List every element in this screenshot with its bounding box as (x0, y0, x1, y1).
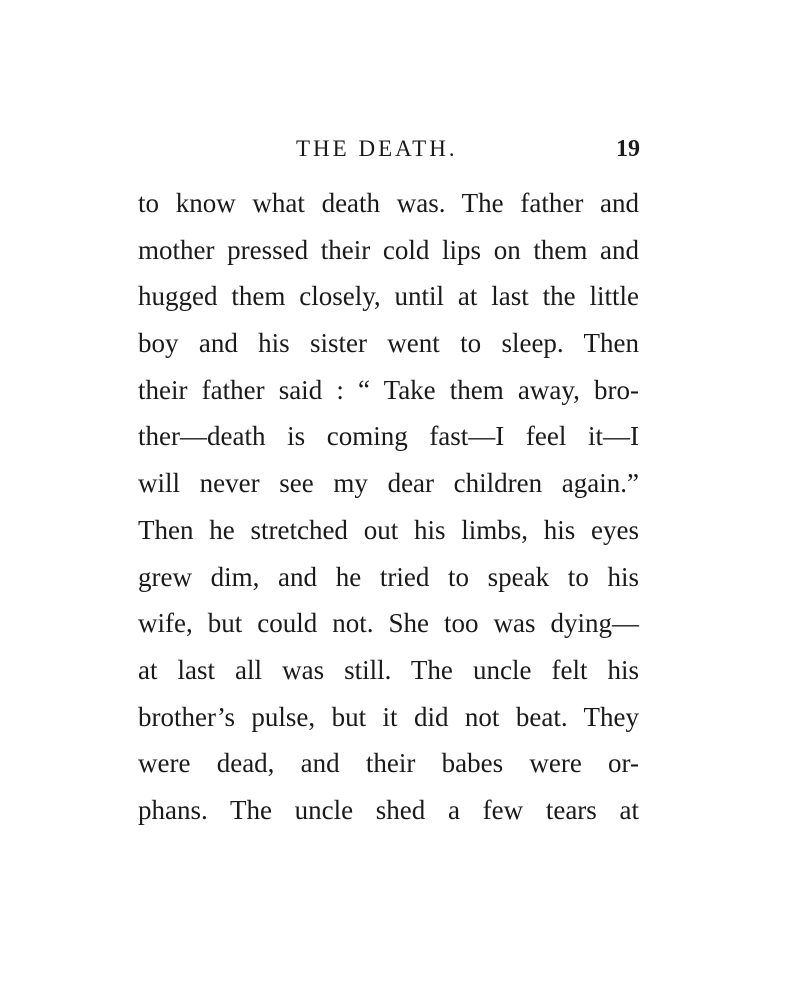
text-line: wife, but could not. She too was dying— (138, 608, 639, 639)
text-line: brother’s pulse, but it did not beat. They (138, 701, 639, 732)
text-line: mother pressed their cold lips on them and (138, 234, 639, 265)
text-line: will never see my dear children again.” (138, 468, 639, 499)
body-text (138, 180, 639, 834)
text-line: grew dim, and he tried to speak to his (138, 561, 639, 592)
text-line: phans. The uncle shed a few tears at (138, 794, 639, 825)
text-line: ther—death is coming fast—I feel it—I (138, 421, 639, 452)
running-head (138, 133, 640, 165)
text-line: their father said : “ Take them away, bro- (138, 374, 639, 405)
text-line: boy and his sister went to sleep. Then (138, 328, 639, 359)
page-number: 19 (616, 136, 640, 162)
text-line: were dead, and their babes were or- (138, 748, 639, 779)
text-line: Then he stretched out his limbs, his eyes (138, 514, 639, 545)
text-line: to know what death was. The father and (138, 188, 639, 218)
text-line: hugged them closely, until at last the little (138, 281, 639, 312)
text-line: at last all was still. The uncle felt his (138, 654, 639, 685)
running-title: THE DEATH. (296, 136, 458, 161)
